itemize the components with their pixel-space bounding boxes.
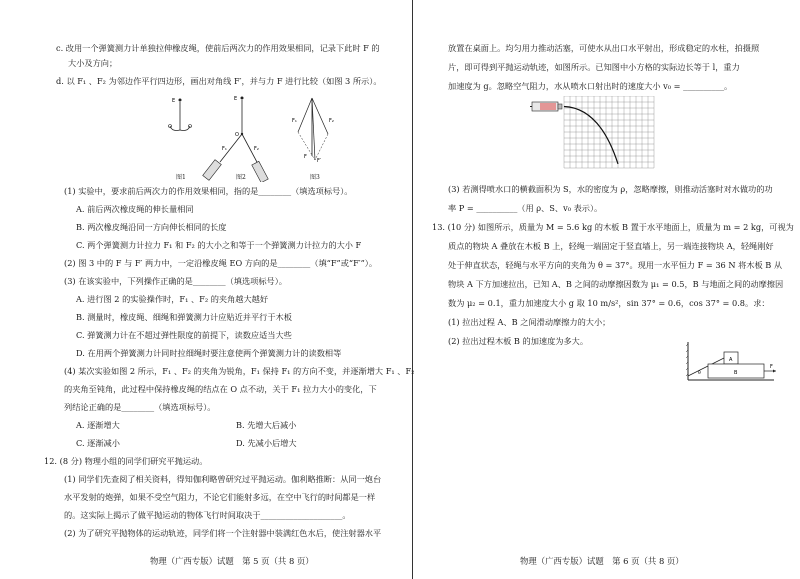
fig3-label-f-prime: F′	[317, 158, 322, 164]
fig1-label-e: E	[172, 98, 176, 104]
fig3-label-f: F	[304, 154, 307, 160]
question-11-2: (2) 图 3 中的 F 与 F′ 两力中，一定沿橡皮绳 EO 方向的是________（填“F”或“F′”）。	[64, 258, 378, 268]
syringe	[530, 102, 562, 111]
fig3-label-f2: F₂	[329, 118, 334, 124]
label-f: F	[770, 364, 773, 370]
text-line: c. 改用一个弹簧测力计单独拉伸橡皮绳，使前后两次力的作用效果相同，记录下此时 F 的	[56, 43, 380, 53]
water-trajectory	[564, 107, 618, 165]
text-line: 数为 μ₂ = 0.1，重力加速度大小 g 取 10 m/s²，sin 37° = 0.6，cos 37° = 0.8。求：	[448, 298, 770, 308]
block-board-figure	[684, 340, 780, 386]
trajectory-figure	[530, 96, 660, 170]
page-6	[412, 0, 800, 579]
text-line: 的。这实际上揭示了做平抛运动的物体飞行时间取决于____________________。	[64, 510, 351, 520]
text-line: 列结论正确的是________（填选项标号）。	[64, 402, 216, 412]
fig2-spring-scale-left	[203, 160, 222, 181]
question-12-1: (1) 同学们先查阅了相关资料，得知伽利略曾研究过平抛运动。伽利略推断：从同一炮台	[64, 474, 382, 484]
fig3-force-f1	[298, 98, 312, 132]
option-text: C. 两个弹簧测力计拉力 F₁ 和 F₂ 的大小之和等于一个弹簧测力计拉力的大小 F	[76, 240, 362, 250]
text-line: 加速度为 g。忽略空气阻力，水从喷水口射出时的速度大小 v₀ = __________。	[448, 81, 733, 91]
page-footer: 物理（广西专版）试题 第 5 页（共 8 页）	[150, 556, 314, 566]
option-c: C. 逐渐减小	[76, 438, 120, 448]
text-line: 率 P = __________（用 ρ、S、v₀ 表示）。	[448, 203, 603, 213]
text-line: 物块 A 下方加速拉出，已知 A、B 之间的动摩擦因数为 μ₁ = 0.5，B 与地面之间的动摩擦因	[448, 279, 784, 289]
option-text: C. 弹簧测力计在不超过弹性限度的前提下，读数应适当大些	[76, 330, 292, 340]
text-line: 水平发射的炮弹，如果不受空气阻力，不论它们能射多远，在空中飞行的时间都是一样	[64, 492, 376, 502]
option-a: A. 逐渐增大	[76, 420, 120, 430]
text-line: 大小及方向；	[68, 58, 118, 68]
question-12-2: (2) 为了研究平抛物体的运动轨迹，同学们将一个注射器中装满红色水后，使注射器水平	[64, 528, 382, 538]
question-11-1: (1) 实验中，要求前后两次力的作用效果相同，指的是________（填选项标号）。	[64, 186, 353, 196]
option-b: B. 先增大后减小	[236, 420, 297, 430]
fig2-label-o: O	[235, 132, 239, 138]
experiment-figures	[150, 92, 340, 182]
option-text: B. 测量时，橡皮绳、细绳和弹簧测力计应贴近并平行于木板	[76, 312, 292, 322]
text-line: 质点的物块 A 叠放在木板 B 上，轻绳一端固定于竖直墙上，另一端连接物块 A，轻绳刚好	[448, 241, 774, 251]
option-text: D. 在用两个弹簧测力计同时拉细绳时要注意使两个弹簧测力计的读数相等	[76, 348, 342, 358]
question-12-3: (3) 若测得喷水口的横截面积为 S，水的密度为 ρ，忽略摩擦，则推动活塞时对水做功的功	[448, 184, 773, 194]
text-line: 处于伸直状态，轻绳与水平方向的夹角为 θ = 37°。现用一水平恒力 F = 36 N 将木板 B 从	[448, 260, 783, 270]
fig2-point-e	[241, 97, 244, 100]
option-text: B. 两次橡皮绳沿同一方向伸长相同的长度	[76, 222, 227, 232]
question-12: 12. (8 分) 物理小组的同学们研究平抛运动。	[44, 456, 208, 466]
text-line: d. 以 F₁ 、F₂ 为邻边作平行四边形，画出对角线 F′，并与力 F 进行比较（如图 3 所示）。	[56, 76, 382, 86]
option-d: D. 先减小后增大	[236, 438, 297, 448]
fig3-force-f-prime	[312, 98, 315, 160]
fig2-label-f1: F₁	[222, 146, 227, 152]
page-footer: 物理（广西专版）试题 第 6 页（共 8 页）	[520, 556, 684, 566]
fig2-label-f2: F₂	[254, 146, 259, 152]
text-line: 片，即可得到平抛运动轨迹，如图所示。已知图中小方格的实际边长等于 l，重力	[448, 62, 740, 72]
option-text: A. 前后两次橡皮绳的伸长量相同	[76, 204, 194, 214]
fig-caption: 图3	[310, 174, 320, 181]
label-a: A	[729, 357, 733, 363]
question-13-1: (1) 拉出过程 A、B 之间滑动摩擦力的大小；	[448, 317, 611, 327]
question-11-3: (3) 在该实验中，下列操作正确的是________（填选项标号）。	[64, 276, 287, 286]
text-line: 的夹角至钝角，此过程中保持橡皮绳的结点在 O 点不动，关于 F₁ 拉力大小的变化，下	[64, 384, 377, 394]
fig1-point-e	[179, 99, 182, 102]
fig3-parallelogram-side	[315, 134, 328, 160]
fig-caption: 图2	[236, 174, 246, 181]
question-13: 13. (10 分) 如图所示，质量为 M = 5.6 kg 的木板 B 置于水平地面上，质量为 m = 2 kg，可视为	[432, 222, 794, 232]
fig3-label-f1: F₁	[292, 118, 297, 124]
label-b: B	[734, 370, 738, 376]
measurement-grid	[564, 96, 654, 168]
angle-label: θ	[698, 371, 701, 376]
question-11-4: (4) 某次实验如图 2 所示，F₁ 、F₂ 的夹角为锐角，F₁ 保持 F₁ 的方向不变，并逐渐增大 F₁ 、F₂	[64, 366, 415, 376]
question-13-2: (2) 拉出过程木板 B 的加速度为多大。	[448, 336, 589, 346]
option-text: A. 进行图 2 的实验操作时，F₁ 、F₂ 的夹角越大越好	[76, 294, 269, 304]
fig2-spring-scale-right	[252, 161, 268, 182]
fig2-label-e: E	[234, 96, 238, 102]
fig3-force-f2	[312, 98, 328, 134]
text-line: 放置在桌面上。均匀用力推动活塞，可使水从出口水平射出，形成稳定的水柱，拍摄照	[448, 43, 760, 53]
fig-caption: 图1	[176, 174, 186, 181]
